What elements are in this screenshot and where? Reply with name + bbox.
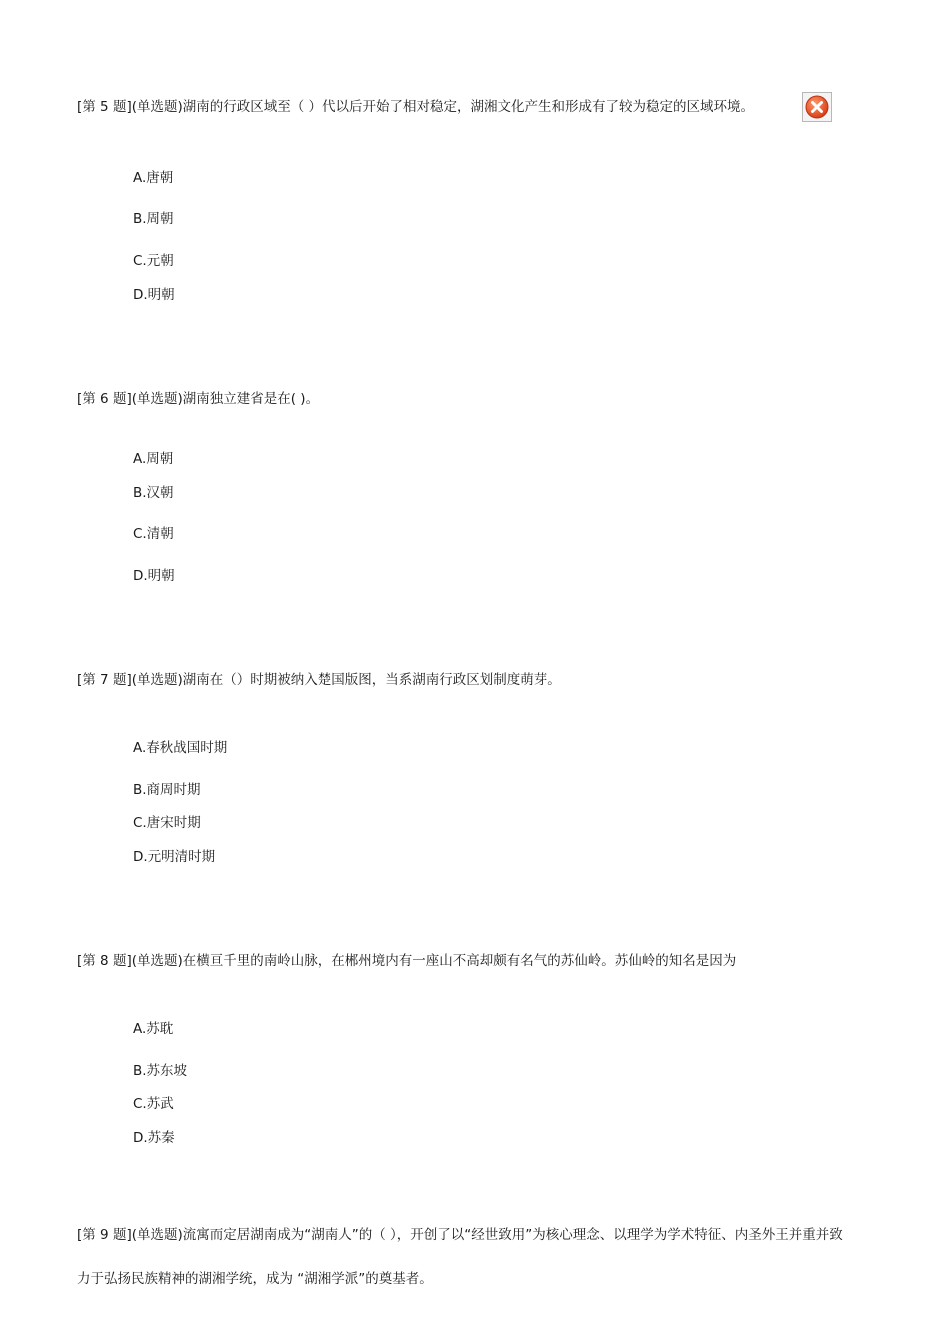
- option-b[interactable]: B.商周时期: [133, 782, 201, 798]
- question-prefix: [第 9 题](单选题): [77, 1227, 183, 1243]
- question-8: [77, 939, 867, 983]
- option-c[interactable]: C.清朝: [133, 526, 174, 542]
- question-prefix: [第 5 题](单选题): [77, 99, 183, 115]
- option-d[interactable]: D.明朝: [133, 287, 175, 303]
- question-prefix: [第 8 题](单选题): [77, 953, 183, 969]
- question-text: 流寓而定居湖南成为“湖南人”的（ ），开创了以“经世致用”为核心理念、以理学为学术特征、内圣外王并重并致力于弘扬民族精神的湖湘学统，成为 “湖湘学派”的奠基者。: [77, 1227, 843, 1287]
- option-a[interactable]: A.唐朝: [133, 170, 174, 186]
- option-d[interactable]: D.苏秦: [133, 1130, 175, 1146]
- option-a[interactable]: A.苏耽: [133, 1021, 174, 1037]
- question-prefix: [第 6 题](单选题): [77, 391, 183, 407]
- question-prefix: [第 7 题](单选题): [77, 672, 183, 688]
- option-d[interactable]: D.明朝: [133, 568, 175, 584]
- close-icon[interactable]: [802, 92, 832, 122]
- option-a[interactable]: A.春秋战国时期: [133, 740, 228, 756]
- option-b[interactable]: B.周朝: [133, 211, 174, 227]
- option-b[interactable]: B.苏东坡: [133, 1063, 188, 1079]
- option-c[interactable]: C.苏武: [133, 1096, 174, 1112]
- question-7: [77, 658, 867, 702]
- question-text: 湖南独立建省是在( )。: [182, 391, 320, 407]
- option-c[interactable]: C.唐宋时期: [133, 815, 201, 831]
- question-text: 湖南的行政区域至（ ）代以后开始了相对稳定，湖湘文化产生和形成有了较为稳定的区域环境。: [182, 99, 755, 115]
- question-5: [77, 96, 867, 129]
- question-9: [77, 1213, 855, 1301]
- question-text: 湖南在（）时期被纳入楚国版图，当系湖南行政区划制度萌芽。: [182, 672, 561, 688]
- option-d[interactable]: D.元明清时期: [133, 849, 216, 865]
- option-a[interactable]: A.周朝: [133, 451, 174, 467]
- question-text: 在横亘千里的南岭山脉，在郴州境内有一座山不高却颇有名气的苏仙岭。苏仙岭的知名是因为: [182, 953, 737, 969]
- option-b[interactable]: B.汉朝: [133, 485, 174, 501]
- option-c[interactable]: C.元朝: [133, 253, 174, 269]
- question-6: [77, 377, 867, 421]
